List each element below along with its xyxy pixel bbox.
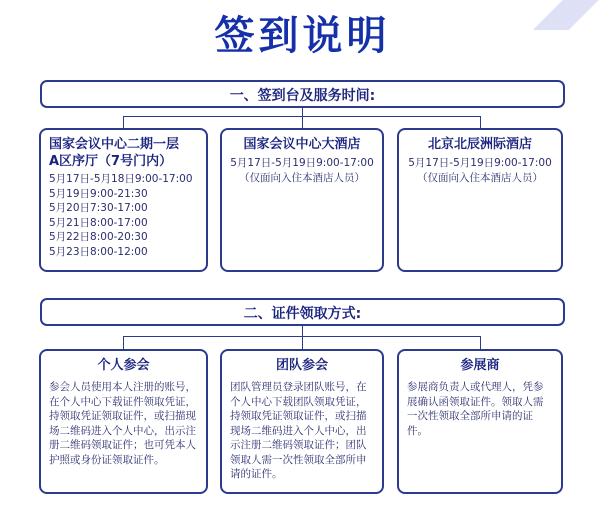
method-card-text: 参展商负责人或代理人，凭参展确认函领取证件。领取人需一次性领取全部所申请的证件。 xyxy=(407,381,544,437)
method-card-text: 团队管理员登录团队账号，在个人中心下载团队领取凭证，持领取凭证领取证件，或扫描现场二维码进入个人中心，出示注册二维码领取证件；团队领取人需一次性领取全部所申请的证件。 xyxy=(230,381,367,480)
page-title: 签到说明 xyxy=(214,13,391,59)
venue-card-title: 国家会议中心二期一层 xyxy=(49,137,180,152)
method-card-text: 参会人员使用本人注册的账号，在个人中心下载证件领取凭证，持领取凭证领取证件，或扫描现场二维码进入个人中心，出示注册二维码领取证件；也可凭本人护照或身份证领取证件。 xyxy=(49,381,196,466)
section2-heading: 二、证件领取方式: xyxy=(40,298,565,326)
venue-card-title: A区序厅（7号门内） xyxy=(49,154,173,169)
schedule-line: 5月23日8:00-12:00 xyxy=(49,245,148,258)
venue-card-title: 北京北辰洲际酒店 xyxy=(427,137,532,152)
schedule-line: 5月21日8:00-17:00 xyxy=(49,216,148,229)
schedule-line: 5月20日7:30-17:00 xyxy=(49,202,148,214)
schedule-line: 5月17日-5月19日9:00-17:00 xyxy=(408,157,552,169)
method-card-team xyxy=(220,349,384,494)
connector-line xyxy=(480,116,481,128)
method-card-individual xyxy=(39,349,208,494)
venue-card-beichen-hotel xyxy=(397,128,563,272)
venue-card-ncc-hotel xyxy=(220,128,384,272)
schedule-line: 5月17日-5月18日9:00-17:00 xyxy=(49,173,193,185)
method-card-title: 团队参会 xyxy=(275,358,328,373)
method-card-exhibitor xyxy=(397,349,563,494)
connector-line xyxy=(480,336,481,349)
schedule-note: （仅面向入住本酒店人员） xyxy=(417,171,543,184)
connector-line xyxy=(123,116,124,128)
schedule-line: 5月17日-5月19日9:00-17:00 xyxy=(230,157,374,169)
connector-line xyxy=(123,336,124,349)
method-card-title: 个人参会 xyxy=(97,358,150,373)
venue-card-ncc-phase2 xyxy=(39,128,208,272)
schedule-line: 5月22日8:00-20:30 xyxy=(49,231,148,243)
schedule-line: 5月19日9:00-21:30 xyxy=(49,187,148,200)
connector-line xyxy=(302,326,303,336)
schedule-note: （仅面向入住本酒店人员） xyxy=(239,171,365,184)
connector-line xyxy=(302,116,303,128)
connector-line xyxy=(302,336,303,349)
method-card-title: 参展商 xyxy=(460,358,500,373)
section1-heading: 一、签到台及服务时间: xyxy=(40,80,565,108)
venue-card-title: 国家会议中心大酒店 xyxy=(243,137,361,152)
connector-line xyxy=(302,108,303,116)
